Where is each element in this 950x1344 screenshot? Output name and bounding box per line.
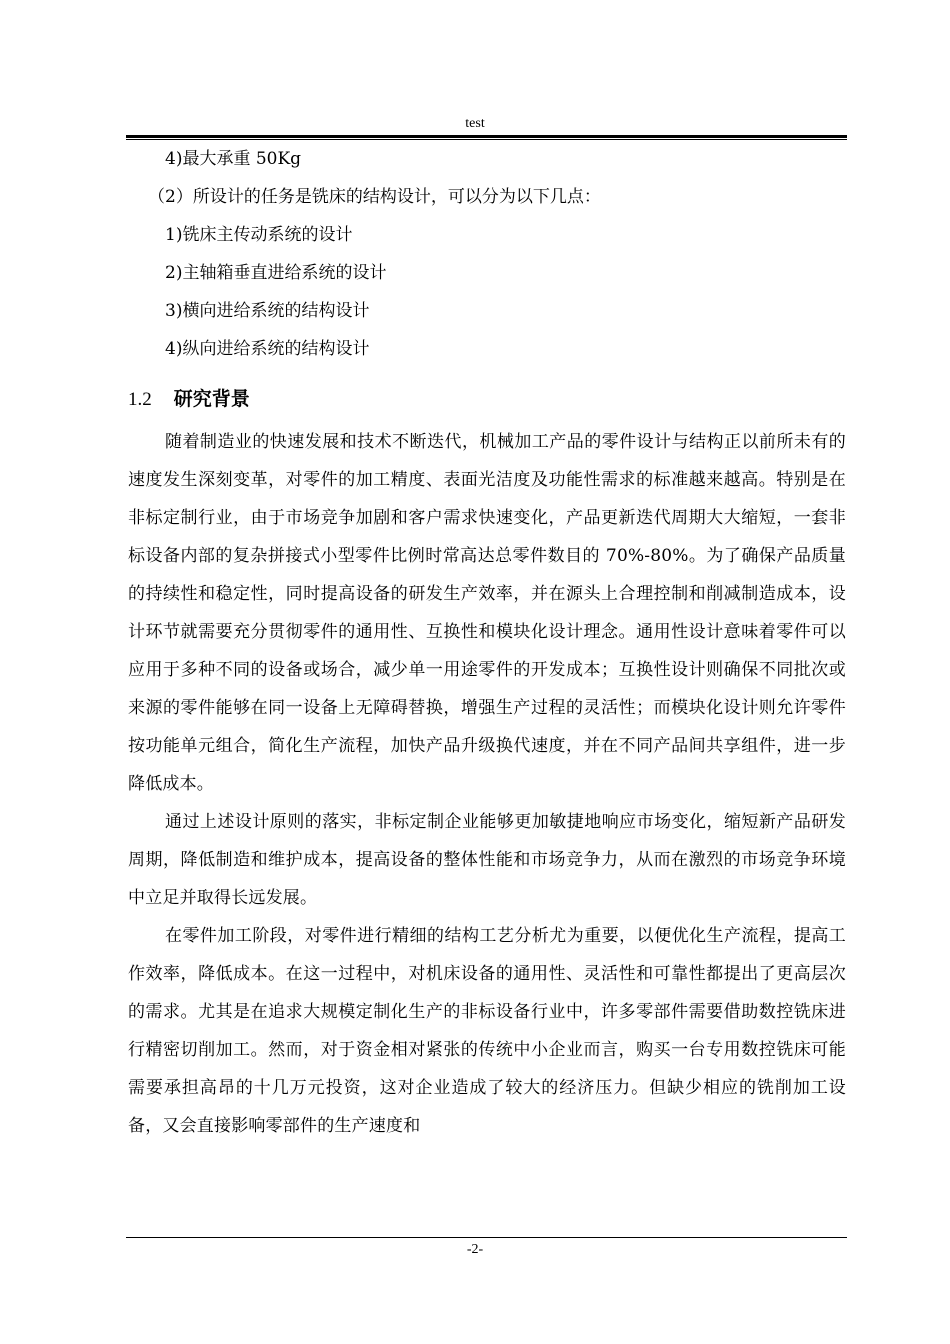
section-number: 1.2 [128,389,152,410]
task-item: 3)横向进给系统的结构设计 [165,301,370,321]
task-intro: （2）所设计的任务是铣床的结构设计，可以分为以下几点： [148,187,601,207]
spec-item: 4)最大承重 50Kg [165,149,302,169]
page-header-title: test [465,116,485,131]
header-divider [126,135,847,138]
task-item: 4)纵向进给系统的结构设计 [165,339,370,359]
task-item: 2)主轴箱垂直进给系统的设计 [165,263,387,283]
section-heading [128,380,846,419]
footer-divider [126,1237,847,1238]
body-paragraph: 在零件加工阶段，对零件进行精细的结构工艺分析尤为重要，以便优化生产流程，提高工作效率，降低成本。在这一过程中，对机床设备的通用性、灵活性和可靠性都提出了更高层次的需求。尤其是在追求大规模定制化生产的非标设备行业中，许多零部件需要借助数控铣床进行精密切削加工。然而，对于资金相对紧张的传统中小企业而言，购买一台专用数控铣床可能需要承担高昂的十几万元投资，这对企业造成了较大的经济压力。但缺少相应的铣削加工设备，又会直接影响零部件的生产速度和 [128,926,846,1136]
body-paragraph: 随着制造业的快速发展和技术不断迭代，机械加工产品的零件设计与结构正以前所未有的速度发生深刻变革，对零件的加工精度、表面光洁度及功能性需求的标准越来越高。特别是在非标定制行业，由于市场竞争加剧和客户需求快速变化，产品更新迭代周期大大缩短，一套非标设备内部的复杂拼接式小型零件比例时常高达总零件数目的 70%-80%。为了确保产品质量的持续性和稳定性，同时提高设备的研发生产效率，并在源头上合理控制和削减制造成本，设计环节就需要充分贯彻零件的通用性、互换性和模块化设计理念。通用性设计意味着零件可以应用于多种不同的设备或场合，减少单一用途零件的开发成本；互换性设计则确保不同批次或来源的零件能够在同一设备上无障碍替换，增强生产过程的灵活性；而模块化设计则允许零件按功能单元组合，简化生产流程，加快产品升级换代速度，并在不同产品间共享组件，进一步降低成本。 [128,432,846,794]
body-paragraph: 通过上述设计原则的落实，非标定制企业能够更加敏捷地响应市场变化，缩短新产品研发周期，降低制造和维护成本，提高设备的整体性能和市场竞争力，从而在激烈的市场竞争环境中立足并取得长远发展。 [128,812,846,908]
section-title: 研究背景 [173,388,250,410]
page-body [128,140,846,1145]
page-number: -2- [466,1242,484,1257]
task-item: 1)铣床主传动系统的设计 [165,225,353,245]
